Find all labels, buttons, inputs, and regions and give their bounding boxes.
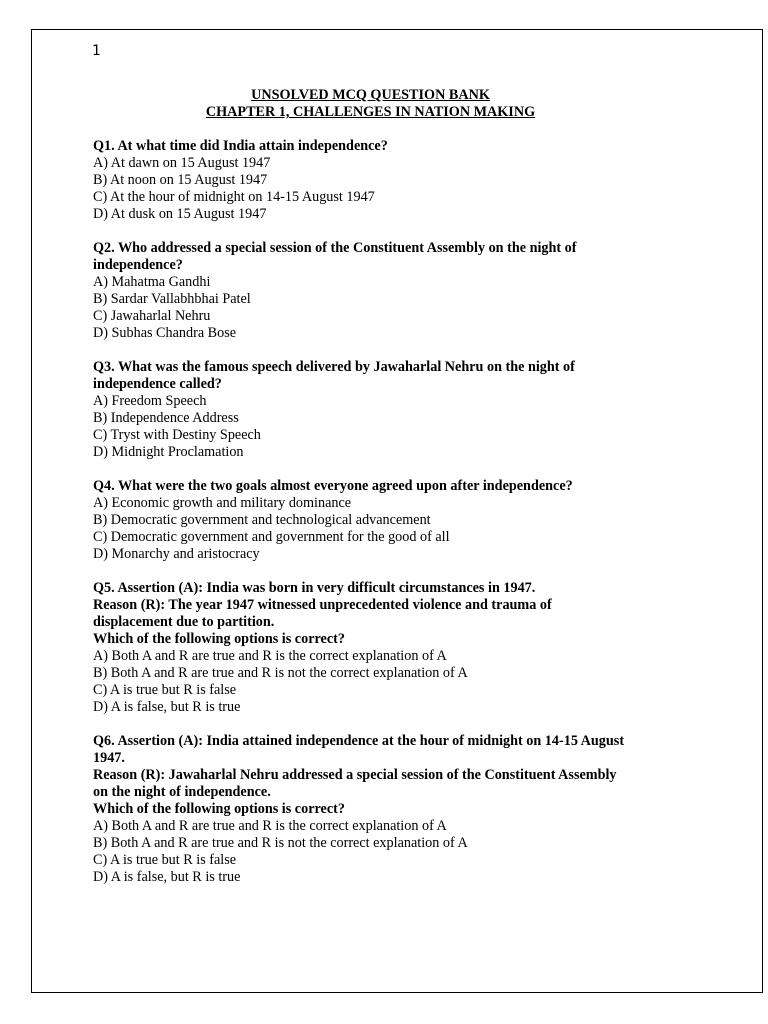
answer-option: C) Jawaharlal Nehru — [93, 308, 211, 324]
answer-option: B) At noon on 15 August 1947 — [93, 172, 268, 188]
page-number: 1 — [92, 43, 101, 59]
answer-option: D) A is false, but R is true — [93, 699, 241, 715]
question-text-line: Q4. What were the two goals almost everyone agreed upon after independence? — [93, 478, 573, 494]
question-5 — [93, 580, 693, 716]
answer-option: D) A is false, but R is true — [93, 869, 241, 885]
question-text-line: on the night of independence. — [93, 784, 271, 800]
question-text-line: Which of the following options is correct? — [93, 631, 345, 647]
question-2 — [93, 240, 693, 342]
question-text-line: Q6. Assertion (A): India attained independence at the hour of midnight on 14-15 August — [93, 733, 625, 749]
answer-option: D) At dusk on 15 August 1947 — [93, 206, 267, 222]
answer-option: A) Freedom Speech — [93, 393, 207, 409]
answer-option: B) Independence Address — [93, 410, 239, 426]
question-1 — [93, 138, 693, 223]
document-title — [93, 87, 693, 121]
answer-option: A) Economic growth and military dominance — [93, 495, 352, 511]
question-text-line: Q3. What was the famous speech delivered by Jawaharlal Nehru on the night of — [93, 359, 575, 375]
answer-option: B) Both A and R are true and R is not the correct explanation of A — [93, 835, 468, 851]
question-text-line: independence called? — [93, 376, 222, 392]
question-6 — [93, 733, 693, 886]
question-text-line: displacement due to partition. — [93, 614, 275, 630]
answer-option: A) Both A and R are true and R is the correct explanation of A — [93, 818, 447, 834]
answer-option: C) At the hour of midnight on 14-15 August 1947 — [93, 189, 375, 205]
question-text-line: Reason (R): Jawaharlal Nehru addressed a special session of the Constituent Assembly — [93, 767, 617, 783]
question-text-line: Q1. At what time did India attain independence? — [93, 138, 388, 154]
question-text-line: 1947. — [93, 750, 125, 766]
question-text-line: Reason (R): The year 1947 witnessed unprecedented violence and trauma of — [93, 597, 552, 613]
question-4 — [93, 478, 693, 563]
title-line-2: CHAPTER 1, CHALLENGES IN NATION MAKING — [205, 104, 536, 120]
answer-option: B) Sardar Vallabhbhai Patel — [93, 291, 251, 307]
question-list — [93, 138, 693, 886]
answer-option: C) Democratic government and government for the good of all — [93, 529, 450, 545]
answer-option: C) A is true but R is false — [93, 682, 237, 698]
answer-option: D) Monarchy and aristocracy — [93, 546, 260, 562]
answer-option: D) Subhas Chandra Bose — [93, 325, 237, 341]
question-text-line: Q2. Who addressed a special session of the Constituent Assembly on the night of — [93, 240, 577, 256]
title-line-1: UNSOLVED MCQ QUESTION BANK — [251, 87, 490, 103]
question-text-line: independence? — [93, 257, 183, 273]
answer-option: A) Mahatma Gandhi — [93, 274, 211, 290]
question-text-line: Which of the following options is correct? — [93, 801, 345, 817]
answer-option: B) Both A and R are true and R is not the correct explanation of A — [93, 665, 468, 681]
answer-option: C) Tryst with Destiny Speech — [93, 427, 261, 443]
answer-option: D) Midnight Proclamation — [93, 444, 244, 460]
question-3 — [93, 359, 693, 461]
answer-option: B) Democratic government and technological advancement — [93, 512, 431, 528]
answer-option: A) Both A and R are true and R is the correct explanation of A — [93, 648, 447, 664]
answer-option: C) A is true but R is false — [93, 852, 237, 868]
answer-option: A) At dawn on 15 August 1947 — [93, 155, 271, 171]
question-text-line: Q5. Assertion (A): India was born in very difficult circumstances in 1947. — [93, 580, 536, 596]
document-content — [93, 87, 693, 903]
